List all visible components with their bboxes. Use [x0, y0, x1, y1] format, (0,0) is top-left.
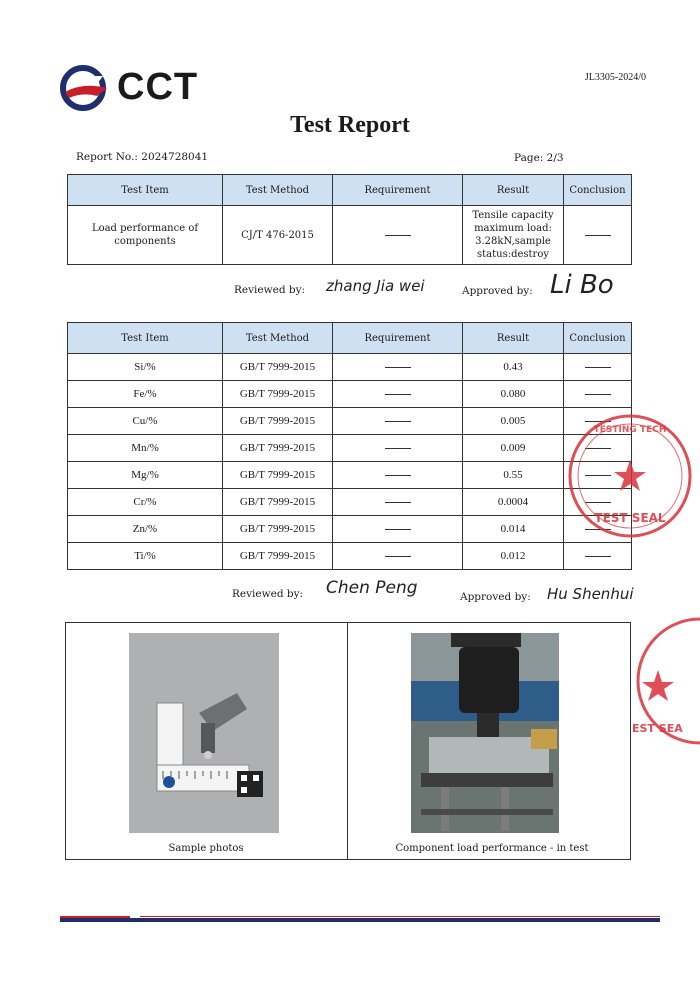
cell-method: GB/T 7999-2015: [223, 354, 333, 381]
dash-mark: [385, 394, 411, 395]
table-row: [68, 354, 632, 381]
footer-thin-line: [140, 916, 660, 917]
table-row: [68, 408, 632, 435]
table-row: [68, 206, 632, 265]
cell-item: Zn/%: [68, 516, 223, 543]
cell-requirement: [333, 435, 463, 462]
approved-signature: Hu Shenhui: [547, 585, 634, 603]
cell-method: GB/T 7999-2015: [223, 516, 333, 543]
col-test-item: Test Item: [68, 323, 223, 354]
report-number-value: 2024728041: [141, 151, 209, 163]
page-title: Test Report: [290, 112, 410, 138]
cell-requirement: [333, 489, 463, 516]
page-number-value: 2/3: [546, 152, 564, 164]
approved-signature: Li Bo: [550, 270, 614, 300]
cell-method: CJ/T 476-2015: [223, 206, 333, 265]
svg-text:EST SEA: EST SEA: [632, 722, 683, 735]
svg-text:TEST SEAL: TEST SEAL: [594, 511, 666, 525]
page-number: [514, 152, 564, 164]
col-requirement: Requirement: [333, 175, 463, 206]
cell-item: Load performance of components: [68, 206, 223, 265]
dash-mark: [385, 235, 411, 236]
cell-result: 0.43: [463, 354, 564, 381]
cell-conclusion: [564, 206, 632, 265]
cell-method: GB/T 7999-2015: [223, 462, 333, 489]
cell-item: Fe/%: [68, 381, 223, 408]
report-number-label: Report No.:: [76, 151, 138, 163]
dash-mark: [585, 556, 611, 557]
cell-result: 0.014: [463, 516, 564, 543]
cell-requirement: [333, 206, 463, 265]
cell-requirement: [333, 543, 463, 570]
dash-mark: [385, 556, 411, 557]
load-test-table: [67, 174, 632, 265]
cell-result: Tensile capacity maximum load: 3.28kN,sample status:destroy: [463, 206, 564, 265]
cell-result: 0.55: [463, 462, 564, 489]
cell-item: Mg/%: [68, 462, 223, 489]
document-code: JL3305-2024/0: [584, 72, 646, 83]
cell-result: 0.009: [463, 435, 564, 462]
left-photo-caption: Sample photos: [168, 843, 244, 854]
photo-divider: [347, 623, 348, 859]
cell-requirement: [333, 381, 463, 408]
cell-method: GB/T 7999-2015: [223, 543, 333, 570]
table-header-row: [68, 175, 632, 206]
page-number-label: Page:: [514, 152, 544, 164]
col-result: Result: [463, 175, 564, 206]
col-test-method: Test Method: [223, 323, 333, 354]
dash-mark: [585, 235, 611, 236]
dash-mark: [585, 367, 611, 368]
cell-item: Si/%: [68, 354, 223, 381]
brand-name: CCT: [117, 66, 199, 108]
load-test-photo: [411, 633, 559, 833]
approved-by-label: Approved by:: [460, 591, 531, 603]
cell-requirement: [333, 462, 463, 489]
reviewed-signature: zhang Jia wei: [326, 277, 425, 295]
approved-by-label: Approved by:: [462, 285, 533, 297]
table-row: [68, 543, 632, 570]
test-seal-stamp: [562, 398, 694, 548]
cell-result: 0.005: [463, 408, 564, 435]
sample-photo: [129, 633, 279, 833]
reviewed-by-label: Reviewed by:: [234, 284, 306, 296]
dash-mark: [385, 421, 411, 422]
cell-item: Mn/%: [68, 435, 223, 462]
company-logo: [57, 62, 217, 114]
table-row: [68, 381, 632, 408]
partial-seal-stamp: [628, 606, 700, 756]
dash-mark: [385, 502, 411, 503]
table-row: [68, 462, 632, 489]
dash-mark: [385, 475, 411, 476]
col-test-item: Test Item: [68, 175, 223, 206]
reviewed-signature: Chen Peng: [326, 578, 418, 598]
cell-method: GB/T 7999-2015: [223, 489, 333, 516]
cell-method: GB/T 7999-2015: [223, 435, 333, 462]
logo-emblem-icon: [57, 62, 113, 114]
col-requirement: Requirement: [333, 323, 463, 354]
chemical-composition-table: [67, 322, 632, 570]
table-header-row: [68, 323, 632, 354]
dash-mark: [385, 448, 411, 449]
cell-requirement: [333, 516, 463, 543]
cell-method: GB/T 7999-2015: [223, 381, 333, 408]
cell-result: 0.0004: [463, 489, 564, 516]
dash-mark: [385, 529, 411, 530]
col-test-method: Test Method: [223, 175, 333, 206]
cell-requirement: [333, 354, 463, 381]
table-row: [68, 489, 632, 516]
col-conclusion: Conclusion: [564, 175, 632, 206]
cell-item: Ti/%: [68, 543, 223, 570]
table-row: [68, 435, 632, 462]
cell-result: 0.080: [463, 381, 564, 408]
cell-conclusion: [564, 354, 632, 381]
dash-mark: [585, 394, 611, 395]
right-photo-caption: Component load performance - in test: [395, 843, 589, 854]
cell-item: Cu/%: [68, 408, 223, 435]
table-row: [68, 516, 632, 543]
reviewed-by-label: Reviewed by:: [232, 588, 304, 600]
col-result: Result: [463, 323, 564, 354]
svg-text:TESTING TECH: TESTING TECH: [593, 425, 667, 435]
cell-item: Cr/%: [68, 489, 223, 516]
photo-panel: [65, 622, 631, 860]
col-conclusion: Conclusion: [564, 323, 632, 354]
cell-method: GB/T 7999-2015: [223, 408, 333, 435]
report-number: [76, 151, 208, 163]
footer-line: [60, 918, 660, 922]
cell-result: 0.012: [463, 543, 564, 570]
cell-requirement: [333, 408, 463, 435]
dash-mark: [385, 367, 411, 368]
